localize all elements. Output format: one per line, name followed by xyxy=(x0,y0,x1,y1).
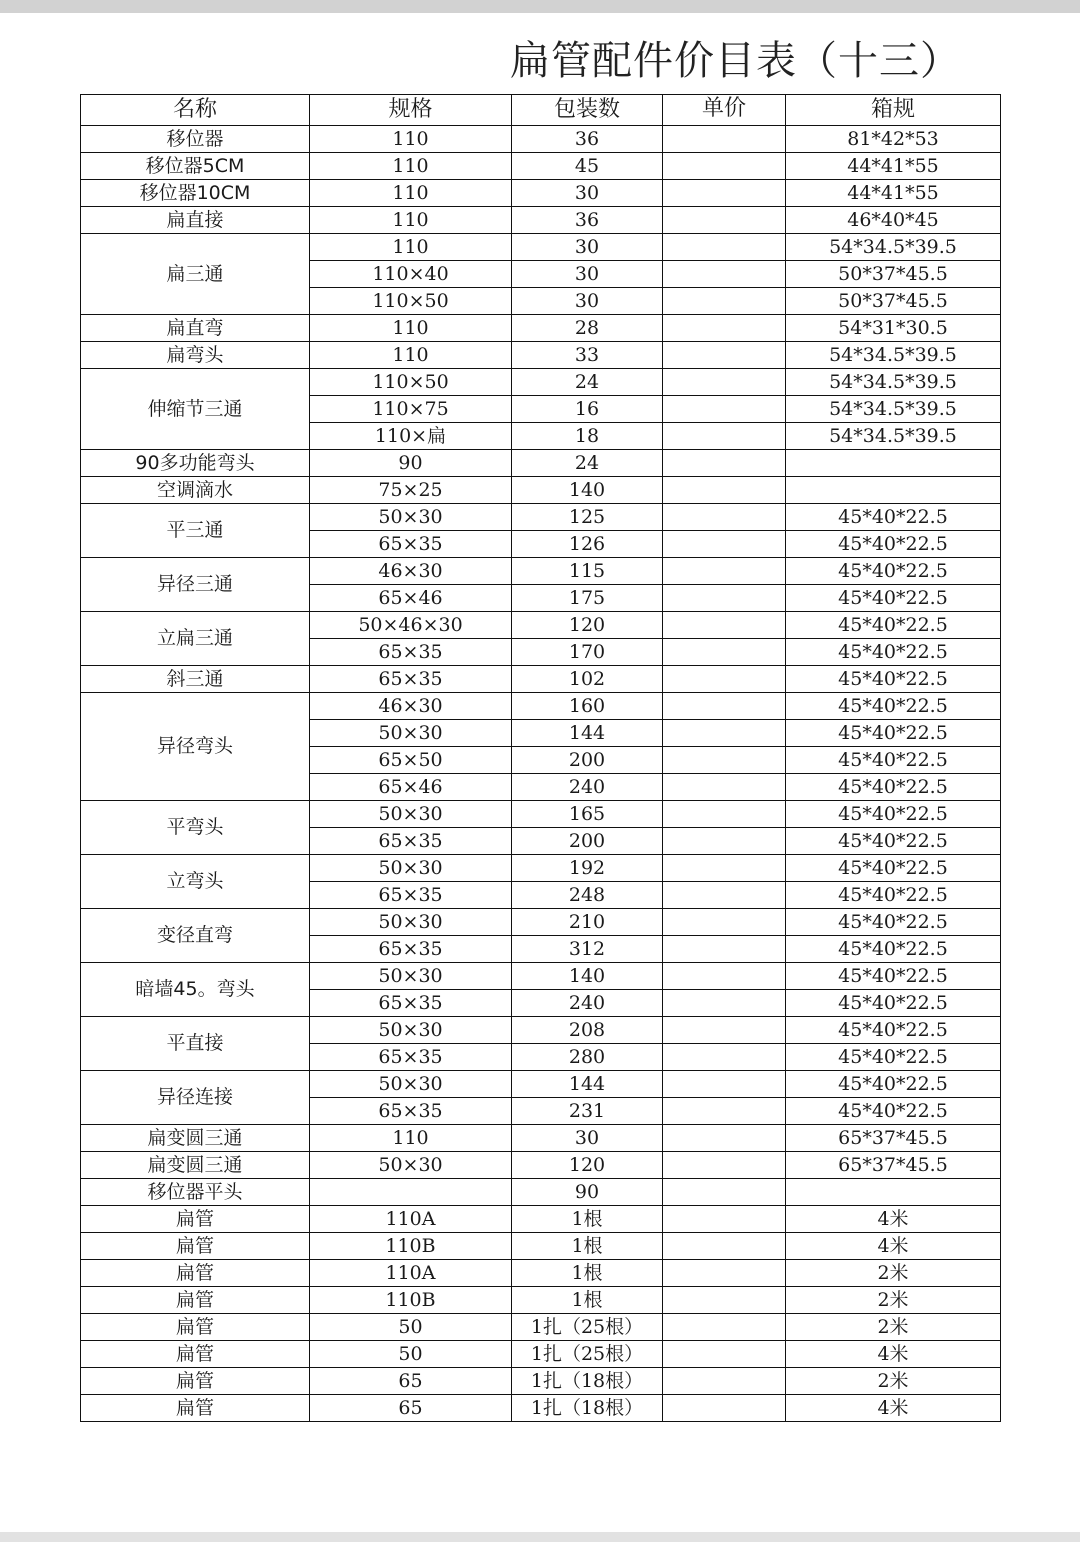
item-name-cell: 异径连接 xyxy=(81,1071,310,1125)
item-name-cell: 变径直弯 xyxy=(81,909,310,963)
box-cell: 45*40*22.5 xyxy=(786,882,1001,909)
box-cell: 54*34.5*39.5 xyxy=(786,423,1001,450)
item-name-cell: 移位器5CM xyxy=(81,153,310,180)
price-cell xyxy=(663,450,786,477)
pack-cell: 240 xyxy=(512,990,663,1017)
item-name-cell: 扁管 xyxy=(81,1368,310,1395)
box-cell: 45*40*22.5 xyxy=(786,990,1001,1017)
pack-cell: 144 xyxy=(512,720,663,747)
box-cell: 45*40*22.5 xyxy=(786,612,1001,639)
box-cell: 45*40*22.5 xyxy=(786,504,1001,531)
box-cell: 54*31*30.5 xyxy=(786,315,1001,342)
item-name-cell: 立扁三通 xyxy=(81,612,310,666)
price-cell xyxy=(663,747,786,774)
price-cell xyxy=(663,1206,786,1233)
spec-cell: 65×35 xyxy=(310,666,512,693)
pack-cell: 126 xyxy=(512,531,663,558)
price-cell xyxy=(663,261,786,288)
table-row xyxy=(81,855,1001,882)
box-cell: 54*34.5*39.5 xyxy=(786,234,1001,261)
pack-cell: 1根 xyxy=(512,1260,663,1287)
spec-cell: 50 xyxy=(310,1341,512,1368)
table-row xyxy=(81,477,1001,504)
item-name-cell: 扁变圆三通 xyxy=(81,1125,310,1152)
pack-cell: 170 xyxy=(512,639,663,666)
pack-cell: 165 xyxy=(512,801,663,828)
header-box: 箱规 xyxy=(786,95,1001,126)
top-scan-band xyxy=(0,0,1080,13)
price-cell xyxy=(663,369,786,396)
item-name-cell: 异径三通 xyxy=(81,558,310,612)
spec-cell: 110 xyxy=(310,153,512,180)
pack-cell: 24 xyxy=(512,369,663,396)
header-spec: 规格 xyxy=(310,95,512,126)
price-cell xyxy=(663,1341,786,1368)
box-cell: 45*40*22.5 xyxy=(786,774,1001,801)
spec-cell: 50×30 xyxy=(310,963,512,990)
spec-cell: 110 xyxy=(310,126,512,153)
pack-cell: 90 xyxy=(512,1179,663,1206)
item-name-cell: 扁管 xyxy=(81,1395,310,1422)
table-row xyxy=(81,1017,1001,1044)
table-row xyxy=(81,315,1001,342)
pack-cell: 115 xyxy=(512,558,663,585)
spec-cell: 110 xyxy=(310,342,512,369)
box-cell: 45*40*22.5 xyxy=(786,1017,1001,1044)
box-cell: 2米 xyxy=(786,1260,1001,1287)
item-name-cell: 90多功能弯头 xyxy=(81,450,310,477)
price-cell xyxy=(663,180,786,207)
table-row xyxy=(81,1395,1001,1422)
pack-cell: 28 xyxy=(512,315,663,342)
price-cell xyxy=(663,423,786,450)
pack-cell: 30 xyxy=(512,1125,663,1152)
table-row xyxy=(81,207,1001,234)
spec-cell: 65×35 xyxy=(310,1098,512,1125)
price-cell xyxy=(663,1071,786,1098)
spec-cell: 50×30 xyxy=(310,720,512,747)
box-cell: 44*41*55 xyxy=(786,180,1001,207)
item-name-cell: 移位器10CM xyxy=(81,180,310,207)
spec-cell: 50×46×30 xyxy=(310,612,512,639)
price-cell xyxy=(663,234,786,261)
item-name-cell: 扁管 xyxy=(81,1287,310,1314)
table-row xyxy=(81,1233,1001,1260)
spec-cell: 65×35 xyxy=(310,828,512,855)
price-cell xyxy=(663,504,786,531)
pack-cell: 18 xyxy=(512,423,663,450)
pack-cell: 102 xyxy=(512,666,663,693)
price-cell xyxy=(663,855,786,882)
pack-cell: 1扎（18根） xyxy=(512,1368,663,1395)
box-cell: 4米 xyxy=(786,1341,1001,1368)
header-price: 单价 xyxy=(663,95,786,126)
spec-cell: 110 xyxy=(310,180,512,207)
spec-cell: 110×50 xyxy=(310,288,512,315)
item-name-cell: 斜三通 xyxy=(81,666,310,693)
box-cell: 45*40*22.5 xyxy=(786,936,1001,963)
price-cell xyxy=(663,342,786,369)
box-cell: 45*40*22.5 xyxy=(786,747,1001,774)
table-row xyxy=(81,234,1001,261)
pack-cell: 210 xyxy=(512,909,663,936)
table-row xyxy=(81,1287,1001,1314)
box-cell: 45*40*22.5 xyxy=(786,693,1001,720)
spec-cell: 110A xyxy=(310,1206,512,1233)
item-name-cell: 扁直接 xyxy=(81,207,310,234)
item-name-cell: 移位器平头 xyxy=(81,1179,310,1206)
pack-cell: 16 xyxy=(512,396,663,423)
item-name-cell: 异径弯头 xyxy=(81,693,310,801)
price-cell xyxy=(663,639,786,666)
table-body xyxy=(81,126,1001,1422)
price-cell xyxy=(663,1233,786,1260)
table-row xyxy=(81,558,1001,585)
spec-cell: 110 xyxy=(310,234,512,261)
spec-cell: 50×30 xyxy=(310,855,512,882)
box-cell: 54*34.5*39.5 xyxy=(786,369,1001,396)
pack-cell: 200 xyxy=(512,828,663,855)
box-cell: 44*41*55 xyxy=(786,153,1001,180)
table-row xyxy=(81,1125,1001,1152)
price-cell xyxy=(663,936,786,963)
box-cell: 65*37*45.5 xyxy=(786,1125,1001,1152)
pack-cell: 140 xyxy=(512,477,663,504)
table-row xyxy=(81,1314,1001,1341)
box-cell: 45*40*22.5 xyxy=(786,558,1001,585)
box-cell: 4米 xyxy=(786,1206,1001,1233)
spec-cell: 90 xyxy=(310,450,512,477)
pack-cell: 24 xyxy=(512,450,663,477)
spec-cell: 50 xyxy=(310,1314,512,1341)
box-cell: 4米 xyxy=(786,1395,1001,1422)
price-cell xyxy=(663,990,786,1017)
item-name-cell: 平直接 xyxy=(81,1017,310,1071)
spec-cell: 65×35 xyxy=(310,882,512,909)
price-cell xyxy=(663,1152,786,1179)
table-row xyxy=(81,909,1001,936)
box-cell: 45*40*22.5 xyxy=(786,828,1001,855)
price-cell xyxy=(663,1098,786,1125)
spec-cell: 110 xyxy=(310,1125,512,1152)
table-row xyxy=(81,693,1001,720)
item-name-cell: 扁变圆三通 xyxy=(81,1152,310,1179)
pack-cell: 30 xyxy=(512,234,663,261)
item-name-cell: 空调滴水 xyxy=(81,477,310,504)
item-name-cell: 扁管 xyxy=(81,1206,310,1233)
spec-cell: 50×30 xyxy=(310,504,512,531)
pack-cell: 248 xyxy=(512,882,663,909)
price-cell xyxy=(663,1044,786,1071)
price-cell xyxy=(663,315,786,342)
box-cell: 2米 xyxy=(786,1314,1001,1341)
item-name-cell: 扁管 xyxy=(81,1341,310,1368)
pack-cell: 125 xyxy=(512,504,663,531)
table-row xyxy=(81,342,1001,369)
spec-cell: 65 xyxy=(310,1395,512,1422)
box-cell: 45*40*22.5 xyxy=(786,639,1001,666)
price-cell xyxy=(663,828,786,855)
price-cell xyxy=(663,1017,786,1044)
pack-cell: 1根 xyxy=(512,1233,663,1260)
spec-cell: 65×35 xyxy=(310,531,512,558)
spec-cell: 50×30 xyxy=(310,909,512,936)
price-cell xyxy=(663,126,786,153)
price-cell xyxy=(663,1179,786,1206)
item-name-cell: 扁直弯 xyxy=(81,315,310,342)
pack-cell: 312 xyxy=(512,936,663,963)
price-cell xyxy=(663,396,786,423)
table-row xyxy=(81,1179,1001,1206)
spec-cell: 65×50 xyxy=(310,747,512,774)
price-cell xyxy=(663,720,786,747)
table-row xyxy=(81,666,1001,693)
item-name-cell: 扁弯头 xyxy=(81,342,310,369)
box-cell: 50*37*45.5 xyxy=(786,288,1001,315)
box-cell: 45*40*22.5 xyxy=(786,666,1001,693)
spec-cell: 65×35 xyxy=(310,1044,512,1071)
table-row xyxy=(81,1152,1001,1179)
pack-cell: 33 xyxy=(512,342,663,369)
item-name-cell: 平三通 xyxy=(81,504,310,558)
table-row xyxy=(81,1071,1001,1098)
table-row xyxy=(81,1341,1001,1368)
pack-cell: 231 xyxy=(512,1098,663,1125)
box-cell: 45*40*22.5 xyxy=(786,720,1001,747)
pack-cell: 280 xyxy=(512,1044,663,1071)
pack-cell: 45 xyxy=(512,153,663,180)
page-title: 扁管配件价目表（十三） xyxy=(510,38,961,84)
spec-cell: 110 xyxy=(310,315,512,342)
box-cell: 2米 xyxy=(786,1287,1001,1314)
table-row xyxy=(81,1206,1001,1233)
pack-cell: 208 xyxy=(512,1017,663,1044)
pack-cell: 1扎（18根） xyxy=(512,1395,663,1422)
box-cell: 45*40*22.5 xyxy=(786,801,1001,828)
header-name: 名称 xyxy=(81,95,310,126)
box-cell: 45*40*22.5 xyxy=(786,1071,1001,1098)
table-row xyxy=(81,963,1001,990)
pack-cell: 175 xyxy=(512,585,663,612)
box-cell xyxy=(786,450,1001,477)
table-row xyxy=(81,126,1001,153)
box-cell xyxy=(786,1179,1001,1206)
pack-cell: 192 xyxy=(512,855,663,882)
pack-cell: 120 xyxy=(512,1152,663,1179)
spec-cell: 110A xyxy=(310,1260,512,1287)
table-row xyxy=(81,180,1001,207)
spec-cell: 50×30 xyxy=(310,1017,512,1044)
spec-cell: 110B xyxy=(310,1233,512,1260)
bottom-scan-band xyxy=(0,1532,1080,1542)
price-cell xyxy=(663,558,786,585)
table-row xyxy=(81,153,1001,180)
pack-cell: 140 xyxy=(512,963,663,990)
price-cell xyxy=(663,1287,786,1314)
pack-cell: 160 xyxy=(512,693,663,720)
box-cell: 65*37*45.5 xyxy=(786,1152,1001,1179)
box-cell: 2米 xyxy=(786,1368,1001,1395)
spec-cell: 110×扁 xyxy=(310,423,512,450)
box-cell: 45*40*22.5 xyxy=(786,1044,1001,1071)
box-cell: 45*40*22.5 xyxy=(786,855,1001,882)
spec-cell: 65×46 xyxy=(310,585,512,612)
table-row xyxy=(81,504,1001,531)
price-cell xyxy=(663,531,786,558)
price-cell xyxy=(663,666,786,693)
box-cell: 81*42*53 xyxy=(786,126,1001,153)
price-cell xyxy=(663,612,786,639)
price-cell xyxy=(663,774,786,801)
price-cell xyxy=(663,1260,786,1287)
item-name-cell: 移位器 xyxy=(81,126,310,153)
spec-cell: 65×35 xyxy=(310,936,512,963)
table-row xyxy=(81,1260,1001,1287)
box-cell xyxy=(786,477,1001,504)
spec-cell: 46×30 xyxy=(310,558,512,585)
spec-cell xyxy=(310,1179,512,1206)
spec-cell: 46×30 xyxy=(310,693,512,720)
pack-cell: 30 xyxy=(512,261,663,288)
item-name-cell: 扁管 xyxy=(81,1233,310,1260)
spec-cell: 50×30 xyxy=(310,1071,512,1098)
spec-cell: 110×40 xyxy=(310,261,512,288)
pack-cell: 30 xyxy=(512,180,663,207)
price-cell xyxy=(663,153,786,180)
pack-cell: 36 xyxy=(512,126,663,153)
table-row xyxy=(81,369,1001,396)
pack-cell: 120 xyxy=(512,612,663,639)
box-cell: 50*37*45.5 xyxy=(786,261,1001,288)
pack-cell: 1扎（25根） xyxy=(512,1341,663,1368)
pack-cell: 1根 xyxy=(512,1287,663,1314)
spec-cell: 65×35 xyxy=(310,990,512,1017)
price-cell xyxy=(663,288,786,315)
table-row xyxy=(81,612,1001,639)
price-cell xyxy=(663,909,786,936)
price-cell xyxy=(663,1314,786,1341)
price-cell xyxy=(663,207,786,234)
price-cell xyxy=(663,477,786,504)
price-table xyxy=(80,94,1001,1422)
spec-cell: 110B xyxy=(310,1287,512,1314)
item-name-cell: 扁管 xyxy=(81,1260,310,1287)
price-cell xyxy=(663,1125,786,1152)
item-name-cell: 扁三通 xyxy=(81,234,310,315)
item-name-cell: 伸缩节三通 xyxy=(81,369,310,450)
box-cell: 46*40*45 xyxy=(786,207,1001,234)
item-name-cell: 扁管 xyxy=(81,1314,310,1341)
table-row xyxy=(81,450,1001,477)
pack-cell: 200 xyxy=(512,747,663,774)
pack-cell: 36 xyxy=(512,207,663,234)
pack-cell: 144 xyxy=(512,1071,663,1098)
item-name-cell: 平弯头 xyxy=(81,801,310,855)
box-cell: 45*40*22.5 xyxy=(786,909,1001,936)
table-row xyxy=(81,1368,1001,1395)
box-cell: 54*34.5*39.5 xyxy=(786,396,1001,423)
spec-cell: 75×25 xyxy=(310,477,512,504)
item-name-cell: 立弯头 xyxy=(81,855,310,909)
spec-cell: 110×75 xyxy=(310,396,512,423)
spec-cell: 65×46 xyxy=(310,774,512,801)
pack-cell: 1扎（25根） xyxy=(512,1314,663,1341)
pack-cell: 30 xyxy=(512,288,663,315)
box-cell: 45*40*22.5 xyxy=(786,963,1001,990)
price-cell xyxy=(663,1395,786,1422)
header-pack: 包装数 xyxy=(512,95,663,126)
box-cell: 45*40*22.5 xyxy=(786,585,1001,612)
box-cell: 45*40*22.5 xyxy=(786,1098,1001,1125)
spec-cell: 65×35 xyxy=(310,639,512,666)
spec-cell: 50×30 xyxy=(310,801,512,828)
box-cell: 54*34.5*39.5 xyxy=(786,342,1001,369)
spec-cell: 65 xyxy=(310,1368,512,1395)
item-name-cell: 暗墙45。弯头 xyxy=(81,963,310,1017)
box-cell: 45*40*22.5 xyxy=(786,531,1001,558)
spec-cell: 50×30 xyxy=(310,1152,512,1179)
price-cell xyxy=(663,693,786,720)
price-cell xyxy=(663,585,786,612)
table-row xyxy=(81,801,1001,828)
price-cell xyxy=(663,882,786,909)
price-cell xyxy=(663,801,786,828)
price-cell xyxy=(663,963,786,990)
pack-cell: 240 xyxy=(512,774,663,801)
price-cell xyxy=(663,1368,786,1395)
box-cell: 4米 xyxy=(786,1233,1001,1260)
spec-cell: 110 xyxy=(310,207,512,234)
header-row xyxy=(81,95,1001,126)
spec-cell: 110×50 xyxy=(310,369,512,396)
pack-cell: 1根 xyxy=(512,1206,663,1233)
